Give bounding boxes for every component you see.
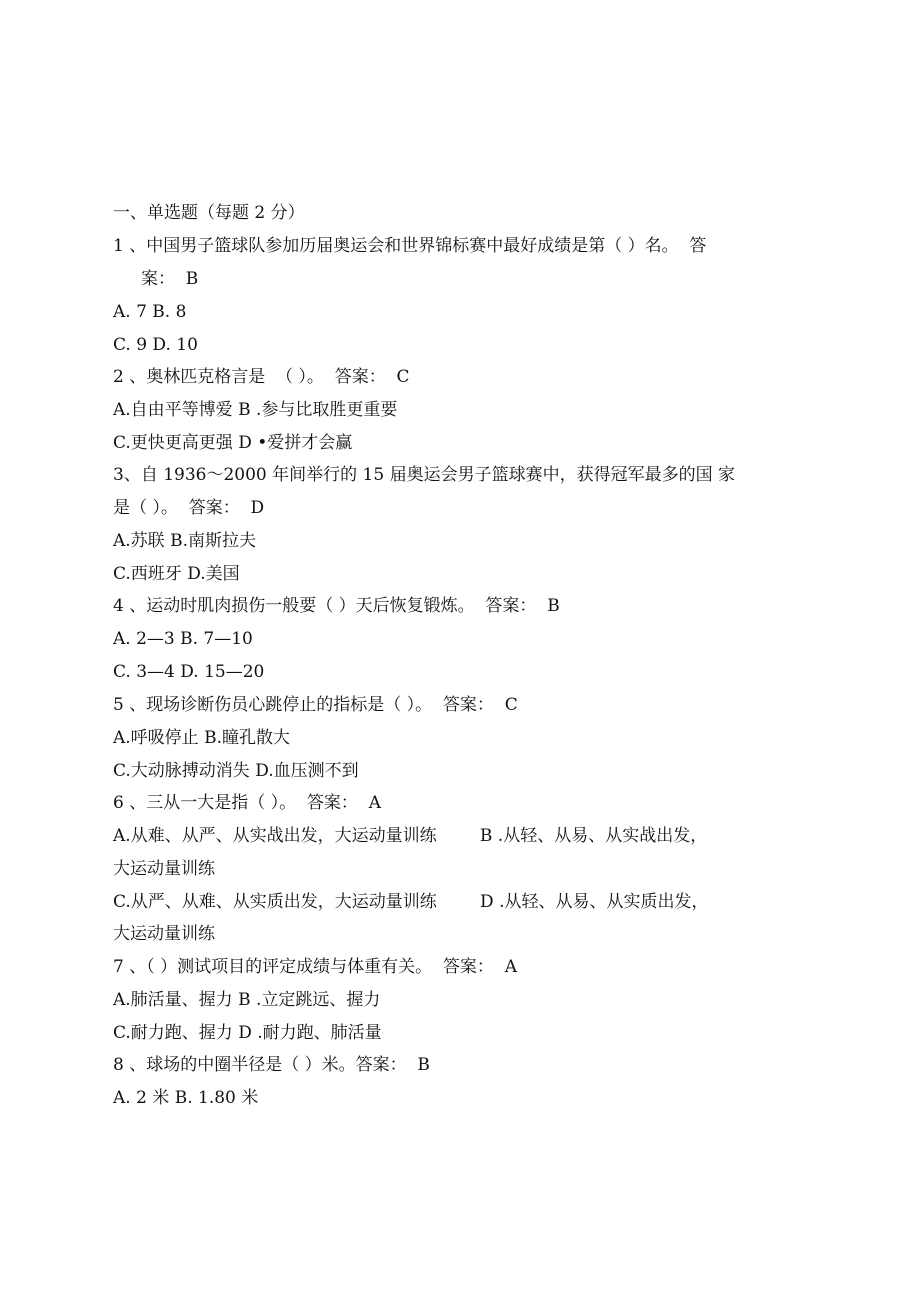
- question-1-answer: 案： B: [141, 269, 199, 289]
- question-4-stem: 4 、运动时肌肉损伤一般要（ ）天后恢复锻炼。 答案： B: [113, 596, 560, 616]
- question-6-option-line-1: A.从难、从严、从实战出发，大运动量训练 B .从轻、从易、从实战出发，: [113, 826, 708, 846]
- question-7-option-line-1: A.肺活量、握力 B .立定跳远、握力: [113, 990, 381, 1010]
- question-8-stem: 8 、球场的中圈半径是（ ）米。答案： B: [113, 1055, 430, 1075]
- question-7-option-line-2: C.耐力跑、握力 D .耐力跑、肺活量: [113, 1023, 382, 1043]
- question-6-option-line-4: 大运动量训练: [113, 924, 215, 944]
- question-5-option-line-1: A.呼吸停止 B.瞳孔散大: [113, 728, 290, 748]
- question-5-stem: 5 、现场诊断伤员心跳停止的指标是（ ）。 答案： C: [113, 695, 518, 715]
- question-3-stem: 3、自 1936〜2000 年间举行的 15 届奥运会男子篮球赛中，获得冠军最多的国 家: [113, 465, 735, 485]
- question-1-option-line-2: C. 9 D. 10: [113, 335, 198, 355]
- question-3-option-line-1: A.苏联 B.南斯拉夫: [113, 531, 256, 551]
- question-7-stem: 7 、（ ）测试项目的评定成绩与体重有关。 答案： A: [113, 957, 518, 977]
- question-6-option-line-3: C.从严、从难、从实质出发，大运动量训练 D .从轻、从易、从实质出发，: [113, 892, 709, 912]
- question-2-option-line-1: A.自由平等博爱 B .参与比取胜更重要: [113, 400, 398, 420]
- question-4-option-line-2: C. 3—4 D. 15—20: [113, 662, 265, 682]
- question-2-option-line-2: C.更快更高更强 D •爱拼才会赢: [113, 433, 353, 453]
- question-8-option-line-1: A. 2 米 B. 1.80 米: [113, 1088, 259, 1108]
- question-1-stem: 1 、中国男子篮球队参加历届奥运会和世界锦标赛中最好成绩是第（ ）名。 答: [113, 236, 707, 256]
- question-3-answer: 是（ ）。 答案： D: [113, 498, 265, 518]
- question-3-option-line-2: C.西班牙 D.美国: [113, 564, 240, 584]
- question-2-stem: 2 、奥林匹克格言是 （ ）。 答案： C: [113, 367, 410, 387]
- question-1-option-line-1: A. 7 B. 8: [113, 302, 187, 322]
- question-5-option-line-2: C.大动脉搏动消失 D.血压测不到: [113, 761, 359, 781]
- section-title: 一、单选题（每题 2 分）: [113, 203, 305, 223]
- question-6-stem: 6 、三从一大是指（ ）。 答案： A: [113, 793, 382, 813]
- question-6-option-line-2: 大运动量训练: [113, 859, 215, 879]
- question-4-option-line-1: A. 2—3 B. 7—10: [113, 629, 253, 649]
